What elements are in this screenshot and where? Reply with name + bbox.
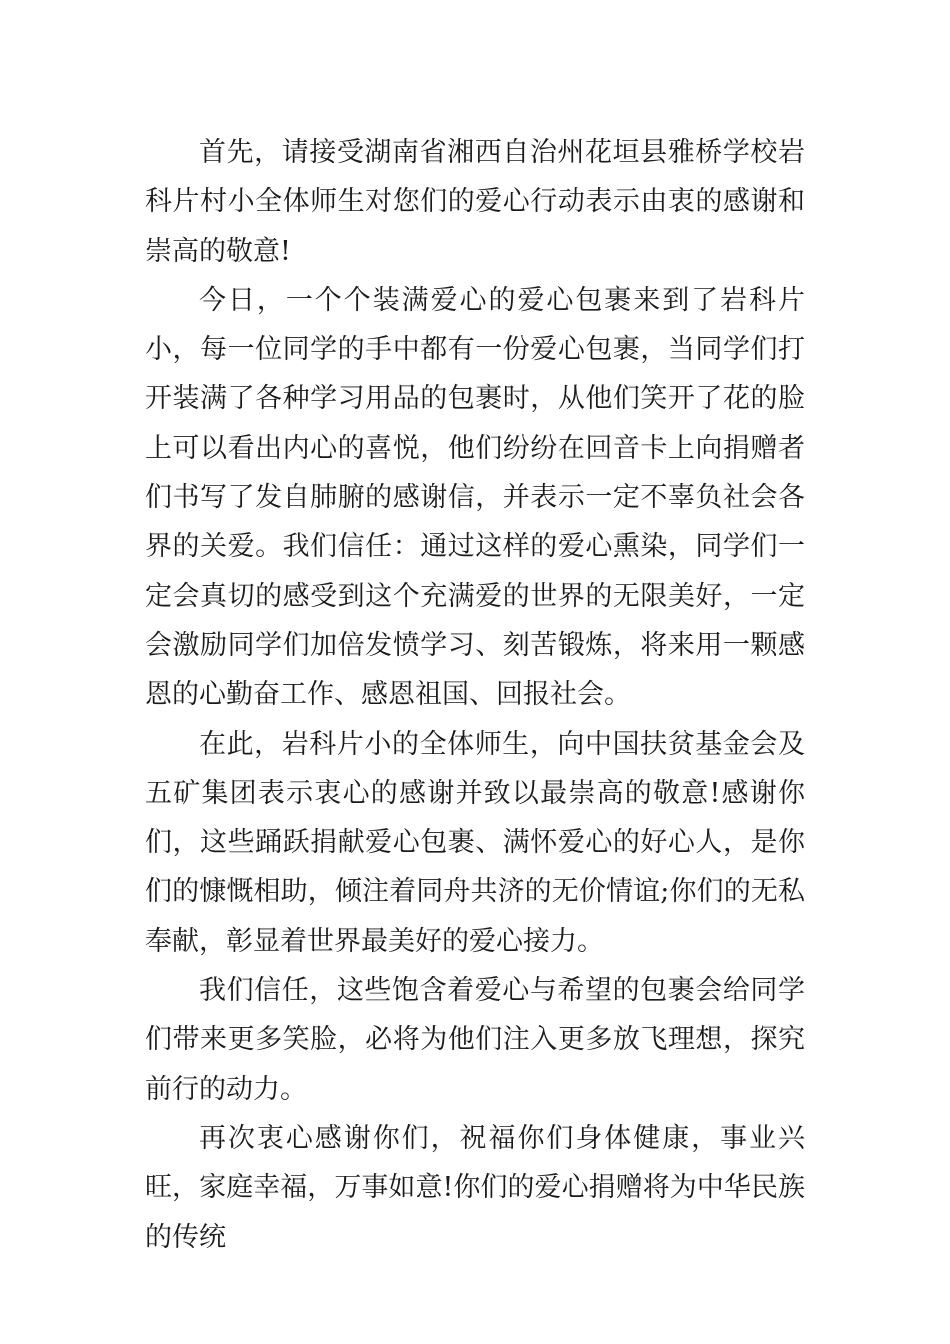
paragraph-thanks-donors: 在此，岩科片小的全体师生，向中国扶贫基金会及五矿集团表示衷心的感谢并致以最崇高的敬意!感谢你们，这些踊跃捐献爱心包裹、满怀爱心的好心人，是你们的慷慨相助，倾注着同舟共济的无价情谊;你们的无私奉献，彰显着世界最美好的爱心接力。 — [145, 728, 805, 957]
paragraph-parcels-arrived: 今日，一个个装满爱心的爱心包裹来到了岩科片小，每一位同学的手中都有一份爱心包裹，当同学们打开装满了各种学习用品的包裹时，从他们笑开了花的脸上可以看出内心的喜悦，他们纷纷在回音卡上向捐赠者们书写了发自肺腑的感谢信，并表示一定不辜负社会各界的关爱。我们信任：通过这样的爱心熏染，同学们一定会真切的感受到这个充满爱的世界的无限美好，一定会激励同学们加倍发愤学习、刻苦锻炼，将来用一颗感恩的心勤奋工作、感恩祖国、回报社会。 — [145, 284, 805, 711]
paragraph-opening: 首先，请接受湖南省湘西自治州花垣县雅桥学校岩科片村小全体师生对您们的爱心行动表示由衷的感谢和崇高的敬意! — [145, 137, 805, 267]
letter-body — [145, 128, 805, 1262]
paragraph-hope: 我们信任，这些饱含着爱心与希望的包裹会给同学们带来更多笑脸，必将为他们注入更多放飞理想，探究前行的动力。 — [145, 975, 805, 1105]
paragraph-closing: 再次衷心感谢你们，祝福你们身体健康，事业兴旺，家庭幸福，万事如意!你们的爱心捐赠将为中华民族的传统 — [145, 1122, 805, 1253]
